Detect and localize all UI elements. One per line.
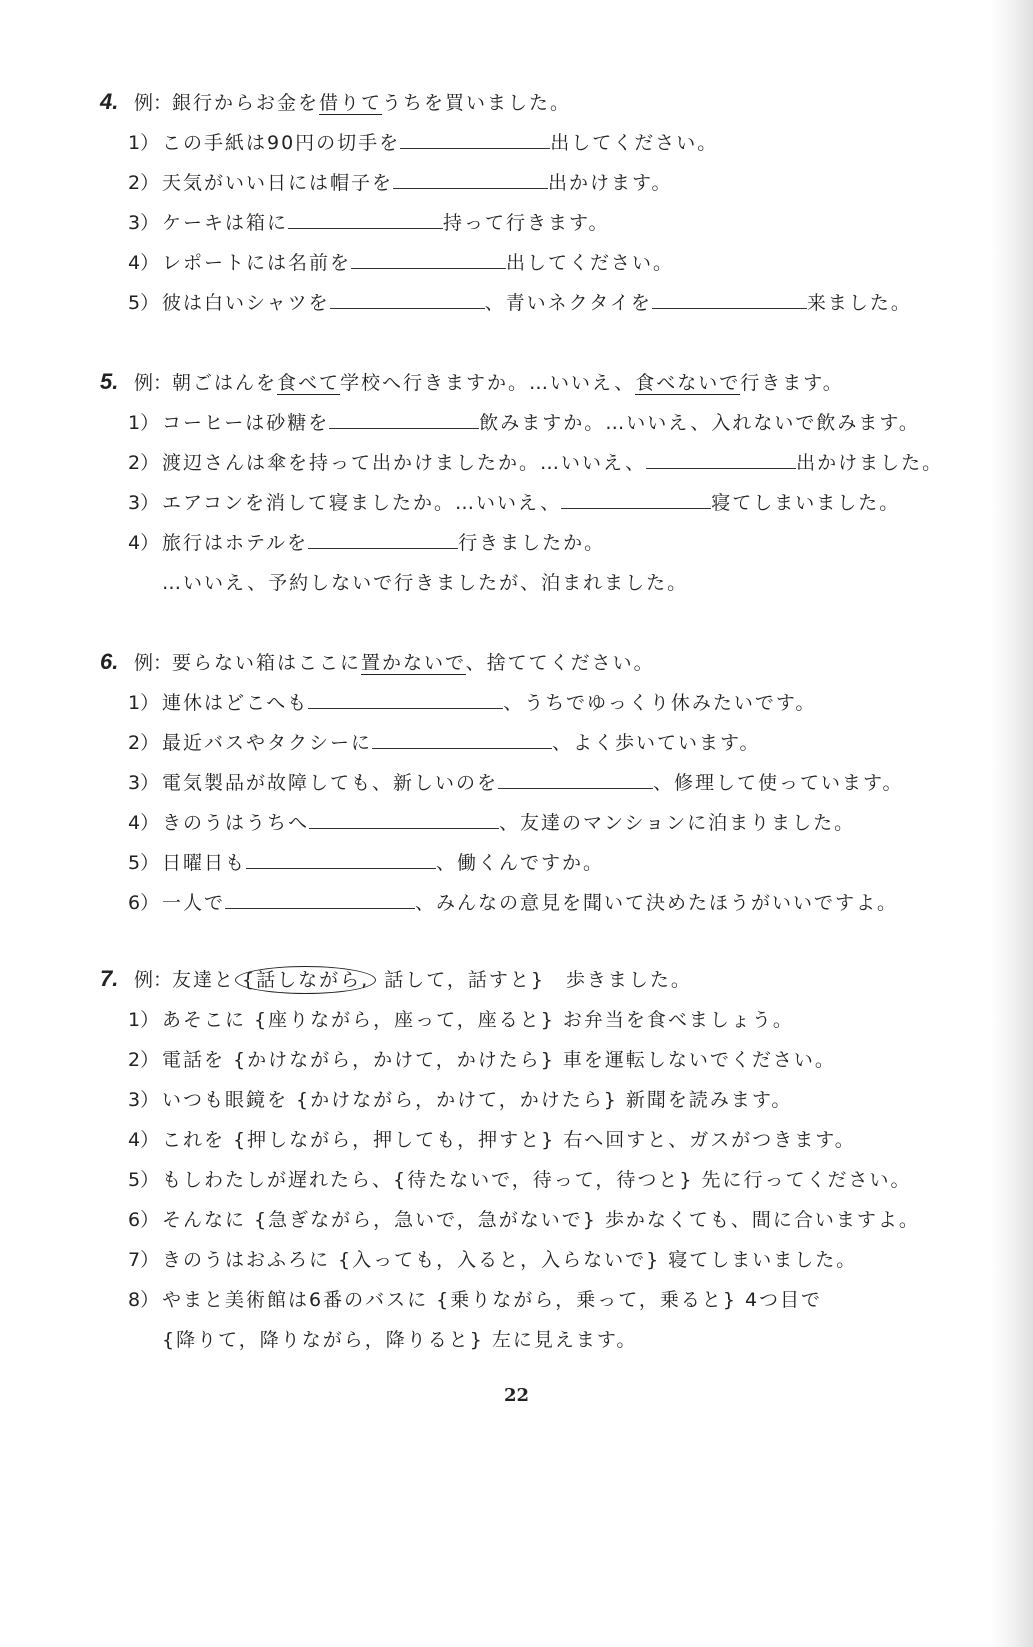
question-index: 6）: [128, 1209, 160, 1231]
text-segment: 、うちでゆっくり休みたいです。: [503, 692, 817, 714]
question-item: [100, 1205, 980, 1245]
text-segment: 、働くんですか。: [436, 852, 605, 874]
answer-blank[interactable]: [308, 690, 503, 709]
question-item: [100, 1245, 980, 1285]
question-index: 2）: [128, 172, 160, 194]
question-index: 4）: [128, 812, 160, 834]
question-item: [100, 1005, 980, 1045]
text-segment: 、よく歩いています。: [552, 732, 761, 754]
question-continuation: [100, 568, 980, 608]
exercise-number: 7.: [100, 966, 119, 991]
question-item: [100, 728, 980, 768]
question-item: [100, 1285, 980, 1325]
question-item: [100, 408, 980, 448]
answer-blank[interactable]: [393, 170, 548, 189]
text-segment: これを {押しながら，押しても，押すと} 右へ回すと、ガスがつきます。: [162, 1129, 856, 1151]
question-index: 3）: [128, 772, 160, 794]
text-segment: うちを買いました。: [382, 92, 572, 114]
text-segment: {降りて，降りながら，降りると} 左に見えます。: [162, 1329, 638, 1351]
text-segment: エアコンを消して寝ましたか。…いいえ、: [162, 492, 562, 514]
text-segment: 電話を {かけながら，かけて，かけたら} 車を運転しないでください。: [162, 1049, 836, 1071]
text-segment: 連休はどこへも: [162, 692, 309, 714]
answer-blank[interactable]: [330, 290, 485, 309]
underlined-text: 食べて: [277, 372, 341, 394]
question-continuation: [100, 1325, 980, 1365]
text-segment: 電気製品が故障しても、新しいのを: [162, 772, 499, 794]
question-index: 2）: [128, 452, 160, 474]
text-segment: 銀行からお金を: [172, 92, 320, 114]
text-segment: やまと美術館は6番のバスに {乗りながら，乗って，乗ると} 4つ目で: [162, 1289, 823, 1311]
question-item: [100, 848, 980, 888]
text-segment: 、みんなの意見を聞いて決めたほうがいいですよ。: [415, 892, 899, 914]
answer-blank[interactable]: [400, 130, 550, 149]
text-segment: 話して，話すと} 歩きました。: [376, 969, 692, 991]
text-segment: 学校へ行きますか。…いいえ、: [340, 372, 636, 394]
answer-blank[interactable]: [351, 250, 506, 269]
question-index: 1）: [128, 412, 160, 434]
question-index: 4）: [128, 252, 160, 274]
question-item: [100, 528, 980, 568]
question-index: 3）: [128, 492, 160, 514]
question-item: [100, 808, 980, 848]
answer-blank[interactable]: [308, 530, 458, 549]
text-segment: 最近バスやタクシーに: [162, 732, 373, 754]
text-segment: 出かけます。: [548, 172, 673, 194]
text-segment: コーヒーは砂糖を: [162, 412, 330, 434]
example-line: [100, 368, 980, 408]
text-segment: いつも眼鏡を {かけながら，かけて，かけたら} 新聞を読みます。: [162, 1089, 793, 1111]
question-index: 1）: [128, 132, 160, 154]
text-segment: 、友達のマンションに泊まりました。: [499, 812, 856, 834]
text-segment: あそこに {座りながら，座って，座ると} お弁当を食べましょう。: [162, 1009, 794, 1031]
question-index: 6）: [128, 892, 160, 914]
answer-blank[interactable]: [329, 410, 479, 429]
text-segment: 、修理して使っています。: [653, 772, 904, 794]
question-item: [100, 488, 980, 528]
question-item: [100, 248, 980, 288]
text-segment: 出してください。: [506, 252, 675, 274]
question-item: [100, 768, 980, 808]
page-number: 22: [503, 1385, 530, 1406]
exercise-7: [100, 965, 980, 1365]
question-index: 3）: [128, 212, 160, 234]
question-item: [100, 1045, 980, 1085]
exercise-5: [100, 368, 980, 608]
underlined-text: 借りて: [319, 92, 383, 114]
example-line: [100, 965, 980, 1005]
example-label: 例：: [134, 92, 173, 114]
question-item: [100, 168, 980, 208]
underlined-text: 食べないで: [635, 372, 741, 394]
exercise-number: 4.: [100, 89, 119, 114]
question-item: [100, 888, 980, 928]
answer-blank[interactable]: [652, 290, 807, 309]
exercise-6: [100, 648, 980, 928]
text-segment: 行きましたか。: [458, 532, 606, 554]
text-segment: 旅行はホテルを: [162, 532, 309, 554]
text-segment: 来ました。: [806, 292, 912, 314]
answer-blank[interactable]: [372, 730, 552, 749]
question-item: [100, 688, 980, 728]
question-item: [100, 208, 980, 248]
text-segment: 、青いネクタイを: [484, 292, 652, 314]
text-segment: きのうはおふろに {入っても，入ると，入らないで} 寝てしまいました。: [162, 1249, 858, 1271]
answer-blank[interactable]: [288, 210, 443, 229]
question-index: 2）: [128, 1049, 160, 1071]
text-segment: もしわたしが遅れたら、{待たないで，待って，待つと} 先に行ってください。: [162, 1169, 912, 1191]
question-index: 4）: [128, 1129, 160, 1151]
text-segment: この手紙は90円の切手を: [162, 132, 401, 154]
question-index: 7）: [128, 1249, 160, 1271]
answer-blank[interactable]: [225, 890, 415, 909]
text-segment: そんなに {急ぎながら，急いで，急がないで} 歩かなくても、間に合いますよ。: [162, 1209, 920, 1231]
text-segment: 持って行きます。: [443, 212, 610, 234]
example-label: 例：: [134, 652, 173, 674]
text-segment: 、捨ててください。: [465, 652, 655, 674]
text-segment: ケーキは箱に: [162, 212, 289, 234]
text-segment: 天気がいい日には帽子を: [162, 172, 394, 194]
exercise-number: 6.: [100, 649, 119, 674]
question-item: [100, 128, 980, 168]
question-item: [100, 1165, 980, 1205]
text-segment: レポートには名前を: [162, 252, 352, 274]
question-index: 4）: [128, 532, 160, 554]
question-index: 2）: [128, 732, 160, 754]
question-index: 1）: [128, 692, 160, 714]
circled-answer: {話しながら,: [235, 966, 376, 994]
question-index: 8）: [128, 1289, 160, 1311]
example-label: 例：: [134, 372, 173, 394]
text-segment: 日曜日も: [162, 852, 247, 874]
question-item: [100, 1085, 980, 1125]
underlined-text: 置かないで: [361, 652, 466, 674]
answer-blank[interactable]: [561, 490, 711, 509]
exercise-number: 5.: [100, 369, 119, 394]
answer-blank[interactable]: [309, 810, 499, 829]
answer-blank[interactable]: [246, 850, 436, 869]
question-item: [100, 448, 980, 488]
text-segment: 出かけました。: [796, 452, 944, 474]
question-index: 5）: [128, 292, 160, 314]
example-label: 例：: [134, 969, 173, 991]
example-line: [100, 648, 980, 688]
text-segment: 友達と: [172, 969, 236, 991]
text-segment: 渡辺さんは傘を持って出かけましたか。…いいえ、: [162, 452, 647, 474]
example-line: [100, 88, 980, 128]
text-segment: きのうはうちへ: [162, 812, 310, 834]
question-item: [100, 1125, 980, 1165]
question-index: 5）: [128, 1169, 160, 1191]
text-segment: 寝てしまいました。: [711, 492, 901, 514]
text-segment: 彼は白いシャツを: [162, 292, 330, 314]
exercise-4: [100, 88, 980, 328]
text-segment: …いいえ、予約しないで行きましたが、泊まれました。: [162, 572, 689, 594]
answer-blank[interactable]: [646, 450, 796, 469]
text-segment: 飲みますか。…いいえ、入れないで飲みます。: [479, 412, 920, 434]
text-segment: 行きます。: [740, 372, 844, 394]
answer-blank[interactable]: [498, 770, 653, 789]
question-index: 3）: [128, 1089, 160, 1111]
question-index: 5）: [128, 852, 160, 874]
text-segment: 一人で: [162, 892, 226, 914]
text-segment: 朝ごはんを: [172, 372, 278, 394]
question-index: 1）: [128, 1009, 160, 1031]
question-item: [100, 288, 980, 328]
text-segment: 出してください。: [550, 132, 719, 154]
text-segment: 要らない箱はここに: [172, 652, 362, 674]
